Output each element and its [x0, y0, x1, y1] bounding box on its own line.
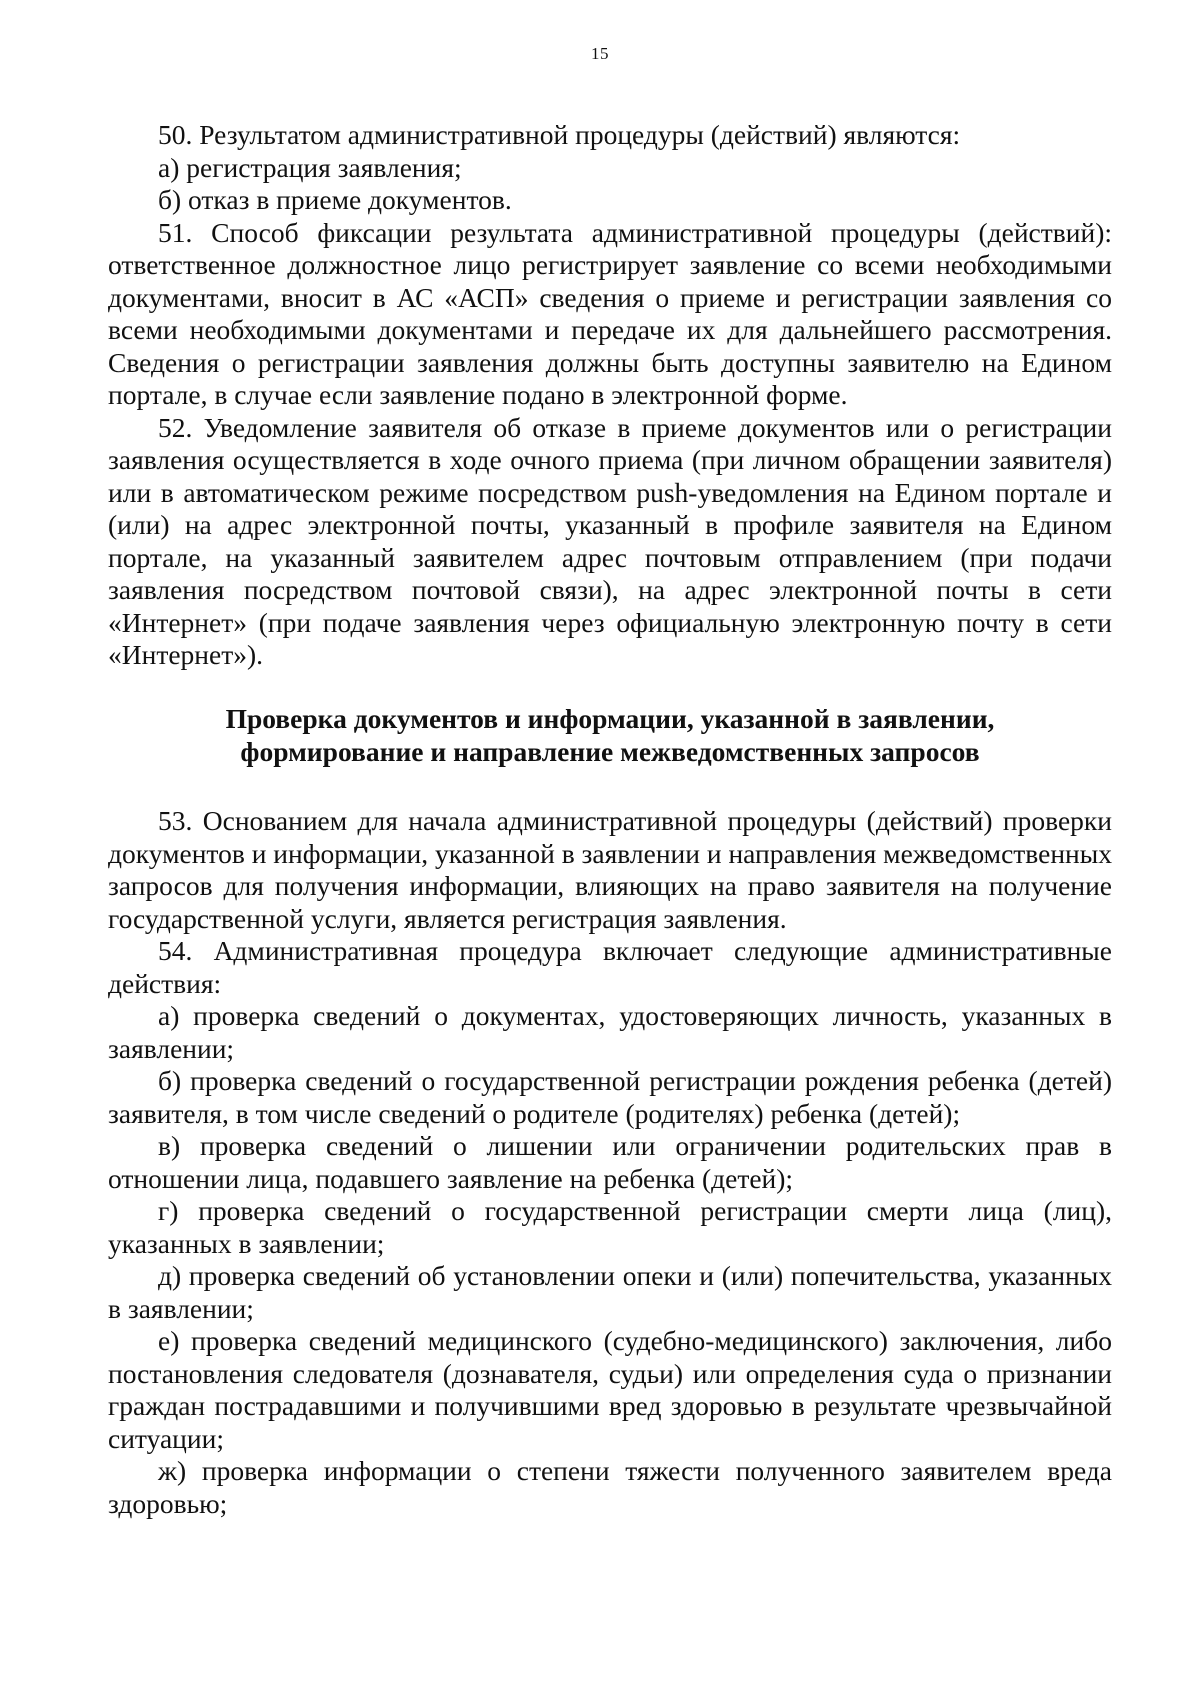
- section-heading-line-2: формирование и направление межведомственных запросов: [240, 735, 980, 767]
- list-item-b: б) проверка сведений о государственной регистрации рождения ребенка (детей) заявителя, в том числе сведений о родителе (родителях) ребенка (детей);: [108, 1065, 1112, 1129]
- paragraph-51: 51. Способ фиксации результата административной процедуры (действий): ответственное должностное лицо регистрирует заявление со всеми необходимыми документами, вносит в АС «АСП» сведения о приеме и регистрации заявления со всеми необходимыми документами и передаче их для дальнейшего рассмотрения. Сведения о регистрации заявления должны быть доступны заявителю на Едином портале, в случае если заявление подано в электронной форме.: [108, 216, 1112, 410]
- list-item-a-registration: а) регистрация заявления;: [158, 151, 462, 183]
- section-heading: [108, 703, 1112, 768]
- section-bottom: [108, 805, 1112, 1520]
- list-item-zh: ж) проверка информации о степени тяжести полученного заявителем вреда здоровью;: [108, 1455, 1112, 1519]
- section-heading-line-1: Проверка документов и информации, указанной в заявлении,: [225, 703, 995, 734]
- paragraph-50: 50. Результатом административной процедуры (действий) являются:: [158, 119, 961, 150]
- paragraph-53: 53. Основанием для начала административной процедуры (действий) проверки документов и информации, указанной в заявлении и направления межведомственных запросов для получения информации, влияющих на право заявителя на получение государственной услуги, является регистрация заявления.: [108, 805, 1112, 934]
- list-item-b-refusal: б) отказ в приеме документов.: [158, 184, 512, 215]
- list-item-g: г) проверка сведений о государственной регистрации смерти лица (лиц), указанных в заявлении;: [108, 1195, 1112, 1259]
- list-item-a: а) проверка сведений о документах, удостоверяющих личность, указанных в заявлении;: [108, 1000, 1112, 1064]
- paragraph-52: 52. Уведомление заявителя об отказе в приеме документов или о регистрации заявления осуществляется в ходе очного приема (при личном обращении заявителя) или в автоматическом режиме посредством push-уведомления на Едином портале и (или) на адрес электронной почты, указанный в профиле заявителя на Едином портале, на указанный заявителем адрес почтовым отправлением (при подачи заявления посредством почтовой связи), на адрес электронной почты в сети «Интернет» (при подаче заявления через официальную электронную почту в сети «Интернет»).: [108, 411, 1112, 670]
- list-item-d: д) проверка сведений об установлении опеки и (или) попечительства, указанных в заявлении;: [108, 1260, 1112, 1324]
- paragraph-54: 54. Административная процедура включает следующие административные действия:: [108, 935, 1112, 999]
- page-number: 15: [591, 44, 609, 63]
- list-item-e: е) проверка сведений медицинского (судебно-медицинского) заключения, либо постановления следователя (дознавателя, судьи) или определения суда о признании граждан пострадавшими и получившими вред здоровью в результате чрезвычайной ситуации;: [108, 1325, 1112, 1454]
- section-top: [108, 119, 1112, 672]
- list-item-v: в) проверка сведений о лишении или ограничении родительских прав в отношении лица, подавшего заявление на ребенка (детей);: [108, 1130, 1112, 1194]
